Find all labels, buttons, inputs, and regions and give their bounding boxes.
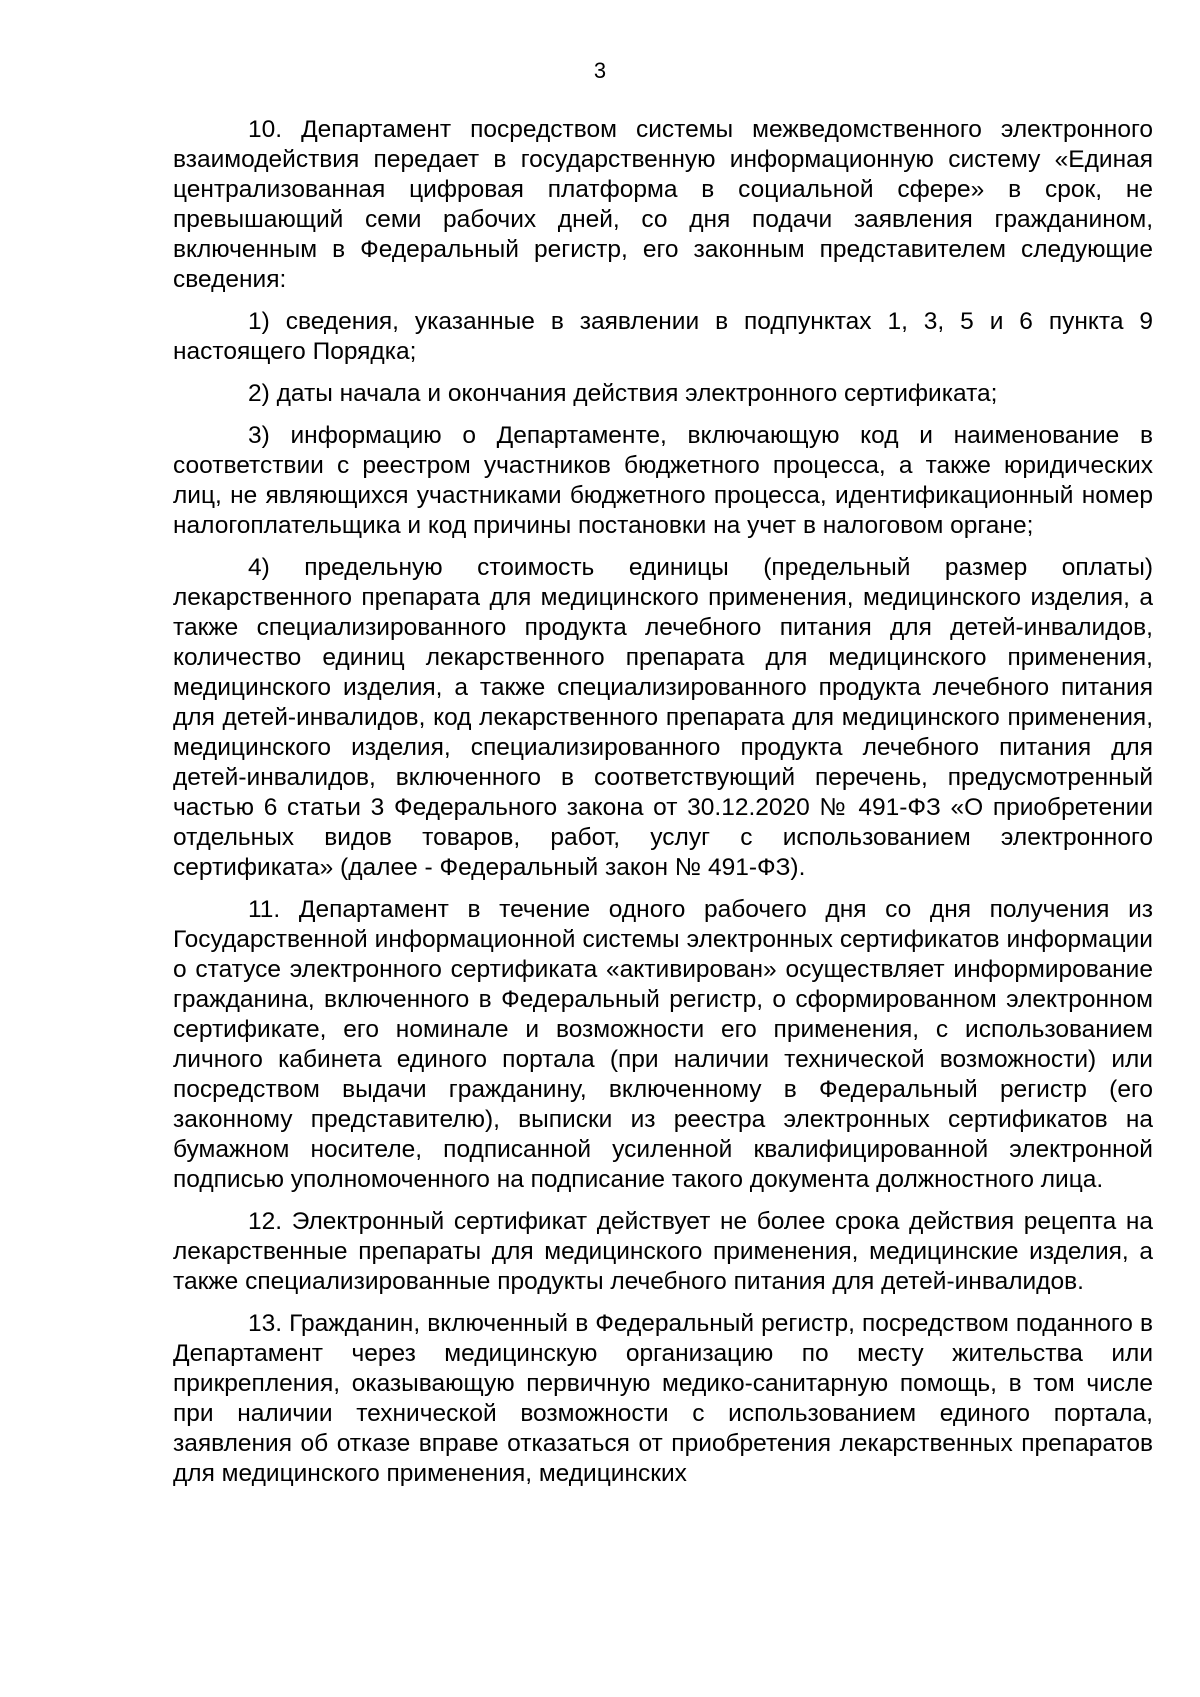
- paragraph-10-item-2: 2) даты начала и окончания действия электронного сертификата;: [248, 380, 998, 407]
- paragraph-10: 10. Департамент посредством системы межведомственного электронного взаимодействия передает в государственную информационную систему «Единая централизованная цифровая платформа в социальной сфере» в срок, не превышающий семи рабочих дней, со дня подачи заявления гражданином, включенным в Федеральный регистр, его законным представителем следующие сведения:: [173, 116, 1153, 293]
- paragraph-10-item-4: 4) предельную стоимость единицы (предельный размер оплаты) лекарственного препарата для медицинского применения, медицинского изделия, а также специализированного продукта лечебного питания для детей-инвалидов, количество единиц лекарственного препарата для медицинского применения, медицинского изделия, а также специализированного продукта лечебного питания для детей-инвалидов, код лекарственного препарата для медицинского применения, медицинского изделия, специализированного продукта лечебного питания для детей-инвалидов, включенного в соответствующий перечень, предусмотренный частью 6 статьи 3 Федерального закона от 30.12.2020 № 491-ФЗ «О приобретении отдельных видов товаров, работ, услуг с использованием электронного сертификата» (далее - Федеральный закон № 491-ФЗ).: [173, 554, 1153, 881]
- paragraph-10-item-1: 1) сведения, указанные в заявлении в подпунктах 1, 3, 5 и 6 пункта 9 настоящего Порядка;: [173, 308, 1153, 365]
- paragraph-13: 13. Гражданин, включенный в Федеральный регистр, посредством поданного в Департамент через медицинскую организацию по месту жительства или прикрепления, оказывающую первичную медико-санитарную помощь, в том числе при наличии технической возможности с использованием единого портала, заявления об отказе вправе отказаться от приобретения лекарственных препаратов для медицинского применения, медицинских: [173, 1310, 1153, 1487]
- paragraph-12: 12. Электронный сертификат действует не более срока действия рецепта на лекарственные препараты для медицинского применения, медицинские изделия, а также специализированные продукты лечебного питания для детей-инвалидов.: [173, 1208, 1153, 1295]
- document-body: [173, 115, 1153, 1489]
- page-number: 3: [593, 58, 607, 83]
- paragraph-10-item-3: 3) информацию о Департаменте, включающую код и наименование в соответствии с реестром участников бюджетного процесса, а также юридических лиц, не являющихся участниками бюджетного процесса, идентификационный номер налогоплательщика и код причины постановки на учет в налоговом органе;: [173, 422, 1153, 539]
- paragraph-11: 11. Департамент в течение одного рабочего дня со дня получения из Государственной информационной системы электронных сертификатов информации о статусе электронного сертификата «активирован» осуществляет информирование гражданина, включенного в Федеральный регистр, о сформированном электронном сертификате, его номинале и возможности его применения, с использованием личного кабинета единого портала (при наличии технической возможности) или посредством выдачи гражданину, включенному в Федеральный регистр (его законному представителю), выписки из реестра электронных сертификатов на бумажном носителе, подписанной усиленной квалифицированной электронной подписью уполномоченного на подписание такого документа должностного лица.: [173, 896, 1153, 1193]
